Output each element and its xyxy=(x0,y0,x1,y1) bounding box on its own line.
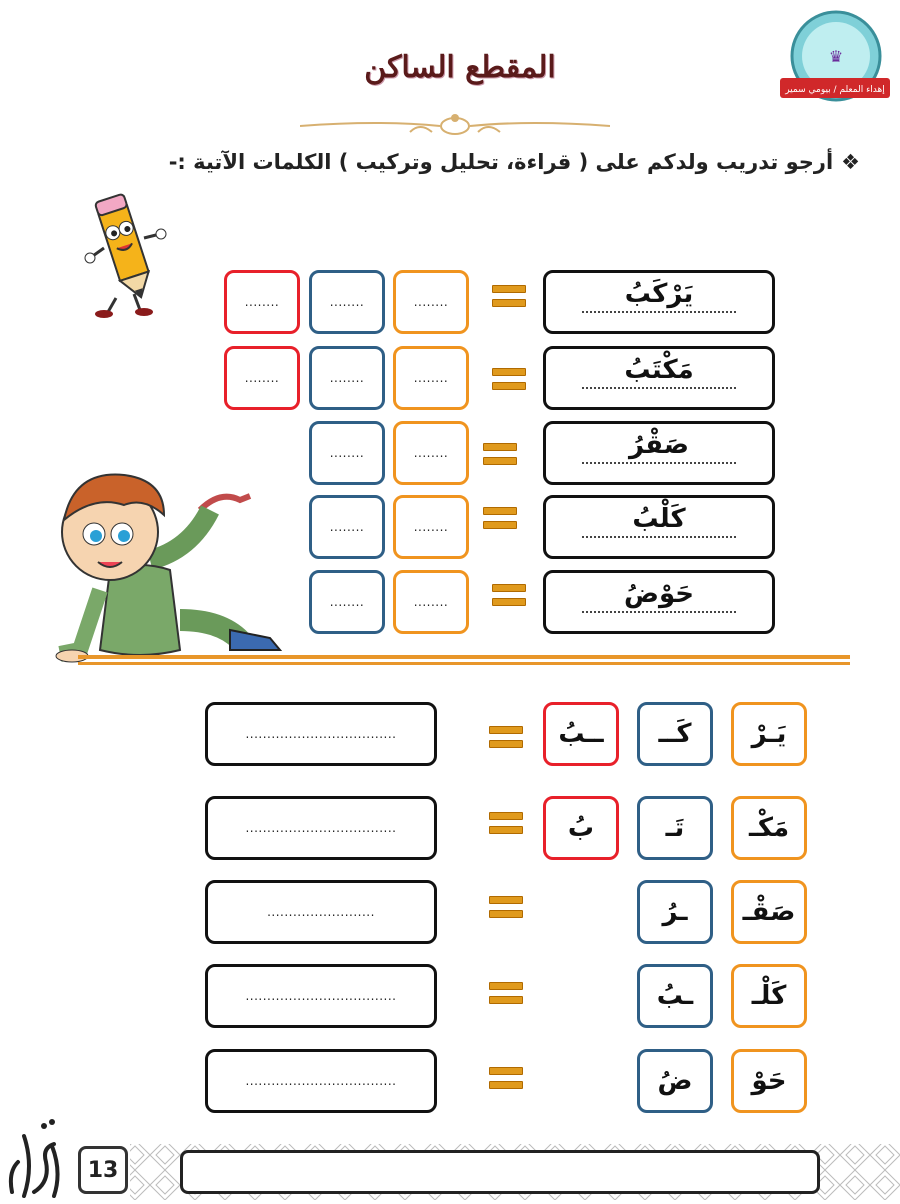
segment-box: ضُ xyxy=(637,1049,713,1113)
segment-box: كَــ xyxy=(637,702,713,766)
page-number: 13 xyxy=(78,1146,128,1194)
answer-box[interactable]: ................................... xyxy=(205,1049,437,1113)
segment-box: يَـرْ xyxy=(731,702,807,766)
word-text: مَكْتَبُ xyxy=(624,355,694,385)
equals-sign xyxy=(492,582,526,608)
equals-sign xyxy=(483,441,517,467)
instruction-text: ❖أرجو تدريب ولدكم على ( قراءة، تحليل وتركيب ) الكلمات الآتية :- xyxy=(168,150,860,174)
word-box xyxy=(543,421,775,485)
segment-box: حَوْ xyxy=(731,1049,807,1113)
slot-box[interactable]: ........ xyxy=(309,495,385,559)
school-logo xyxy=(776,8,894,108)
ornament-divider xyxy=(300,110,610,144)
segment-box: بُ xyxy=(543,796,619,860)
segment-box: صَقْـ xyxy=(731,880,807,944)
diamond-bullet-icon: ❖ xyxy=(841,150,860,174)
equals-sign xyxy=(489,1065,523,1091)
word-box xyxy=(543,495,775,559)
equals-sign xyxy=(492,366,526,392)
slot-box[interactable]: ........ xyxy=(309,270,385,334)
segment-box: ــبُ xyxy=(543,702,619,766)
word-text: حَوْضُ xyxy=(623,579,694,609)
word-box xyxy=(543,270,775,334)
equals-sign xyxy=(489,894,523,920)
equals-sign xyxy=(489,810,523,836)
slot-box[interactable]: ........ xyxy=(309,346,385,410)
equals-sign xyxy=(489,724,523,750)
logo-caption: إهداء المعلم / بيومي سمير xyxy=(785,85,885,95)
segment-box: مَكْـ xyxy=(731,796,807,860)
footer-bar xyxy=(180,1150,820,1194)
word-text: صَقْرُ xyxy=(628,430,689,460)
pencil-mascot xyxy=(82,188,168,320)
word-text: كَلْبُ xyxy=(632,504,686,534)
segment-box: كَلْـ xyxy=(731,964,807,1028)
segment-box: ـرُ xyxy=(637,880,713,944)
slot-box[interactable]: ........ xyxy=(393,495,469,559)
word-text: يَرْكَبُ xyxy=(624,279,694,309)
svg-text:♛: ♛ xyxy=(828,47,844,66)
page-title: المقطع الساكن xyxy=(364,50,556,85)
word-box xyxy=(543,570,775,634)
slot-box[interactable]: ........ xyxy=(393,421,469,485)
slot-box[interactable]: ........ xyxy=(224,270,300,334)
section-separator xyxy=(78,655,850,667)
boy-illustration xyxy=(50,470,290,670)
answer-box[interactable]: ......................... xyxy=(205,880,437,944)
word-box xyxy=(543,346,775,410)
iqra-calligraphy xyxy=(4,1112,70,1198)
equals-sign xyxy=(489,980,523,1006)
answer-box[interactable]: ................................... xyxy=(205,964,437,1028)
slot-box[interactable]: ........ xyxy=(309,421,385,485)
slot-box[interactable]: ........ xyxy=(224,346,300,410)
slot-box[interactable]: ........ xyxy=(393,270,469,334)
segment-box: تَـ xyxy=(637,796,713,860)
answer-box[interactable]: ................................... xyxy=(205,796,437,860)
answer-box[interactable]: ................................... xyxy=(205,702,437,766)
slot-box[interactable]: ........ xyxy=(393,346,469,410)
equals-sign xyxy=(492,283,526,309)
segment-box: ـبُ xyxy=(637,964,713,1028)
slot-box[interactable]: ........ xyxy=(309,570,385,634)
slot-box[interactable]: ........ xyxy=(393,570,469,634)
equals-sign xyxy=(483,505,517,531)
